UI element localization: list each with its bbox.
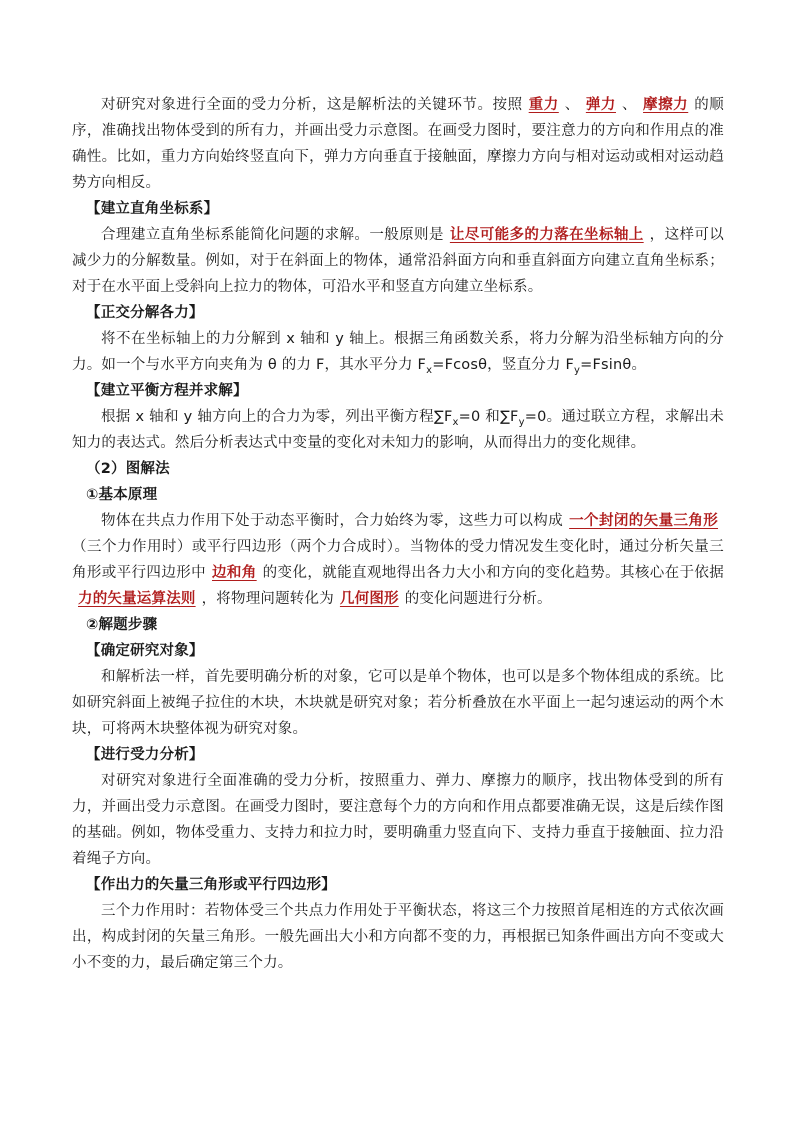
paragraph-vector-triangle: 三个力作用时：若物体受三个共点力作用处于平衡状态，将这三个力按照首尾相连的方式依次画出，构成封闭的矢量三角形。一般先画出大小和方向都不变的力，再根据已知条件画出方向不变或大小不变的力，最后确定第三个力。 (72, 903, 724, 971)
section-heading: 【建立直角坐标系】 (86, 201, 219, 217)
paragraph-research-object: 和解析法一样，首先要明确分析的对象，它可以是单个物体，也可以是多个物体组成的系统。比如研究斜面上被绳子拉住的木块，木块就是研究对象；若分析叠放在水平面上一起匀速运动的两个木块，可将两木块整体视为研究对象。 (72, 669, 724, 737)
paragraph-coordinate-system: 合理建立直角坐标系能简化问题的求解。一般原则是 让尽可能多的力落在坐标轴上 ，这样可以减少力的分解数量。例如，对于在斜面上的物体，通常沿斜面方向和垂直斜面方向建立直角坐标系；对于在水平面上受斜向上拉力的物体，可沿水平和竖直方向建立坐标系。 (72, 227, 724, 295)
section-heading: 【进行受力分析】 (86, 747, 204, 763)
section-heading: 【正交分解各力】 (86, 305, 204, 321)
paragraph-basic-principle: 物体在共点力作用下处于动态平衡时，合力始终为零，这些力可以构成 一个封闭的矢量三角形（三个力作用时）或平行四边形（两个力合成时）。当物体的受力情况发生变化时，通过分析矢量三角形或平行四边形中 边和角 的变化，就能直观地得出各力大小和方向的变化趋势。其核心在于依据力的矢量运算法则 ，将物理问题转化为 几何图形 的变化问题进行分析。 (72, 513, 724, 607)
paragraph-force-analysis: 对研究对象进行全面的受力分析，这是解析法的关键环节。按照 重力 、 弹力 、 摩擦力 的顺序，准确找出物体受到的所有力，并画出受力示意图。在画受力图时，要注意力的方向和作用点的准确性。比如，重力方向始终竖直向下，弹力方向垂直于接触面，摩擦力方向与相对运动或相对运动趋势方向相反。 (72, 97, 724, 191)
paragraph-decomposition: 将不在坐标轴上的力分解到 x 轴和 y 轴上。根据三角函数关系，将力分解为沿坐标轴方向的分力。如一个与水平方向夹角为 θ 的力 F，其水平分力 $F_x=Fcos\theta$，竖直分力 $F_y=Fsin\theta$。 (72, 331, 724, 376)
answer-blank: 一个封闭的矢量三角形 (569, 513, 719, 529)
section-heading: 【建立平衡方程并求解】 (86, 383, 248, 399)
answer-blank: 摩擦力 (643, 97, 689, 113)
section-heading: 【确定研究对象】 (86, 643, 204, 659)
section-heading: ①基本原理 (86, 487, 158, 503)
document-page (72, 92, 724, 976)
section-heading: 【作出力的矢量三角形或平行四边形】 (86, 877, 336, 893)
paragraph-force-diagram: 对研究对象进行全面准确的受力分析，按照重力、弹力、摩擦力的顺序，找出物体受到的所有力，并画出受力示意图。在画受力图时，要注意每个力的方向和作用点都要准确无误，这是后续作图的基础。例如，物体受重力、支持力和拉力时，要明确重力竖直向下、支持力垂直于接触面、拉力沿着绳子方向。 (72, 773, 724, 867)
answer-blank: 弹力 (585, 97, 616, 113)
answer-blank: 几何图形 (339, 591, 399, 607)
answer-blank: 边和角 (212, 565, 257, 581)
paragraph-equilibrium-equations: 根据 x 轴和 y 轴方向上的合力为零，列出平衡方程$\sum F_x=0$ 和$\sum F_y=0$。通过联立方程，求解出未知力的表达式。然后分析表达式中变量的变化对未知力的影响，从而得出力的变化规律。 (72, 409, 724, 451)
section-heading: ②解题步骤 (86, 617, 158, 633)
answer-blank: 让尽可能多的力落在坐标轴上 (449, 227, 644, 243)
section-heading: （2）图解法 (86, 461, 170, 477)
answer-blank: 重力 (528, 97, 559, 113)
answer-blank: 力的矢量运算法则 (78, 591, 196, 607)
